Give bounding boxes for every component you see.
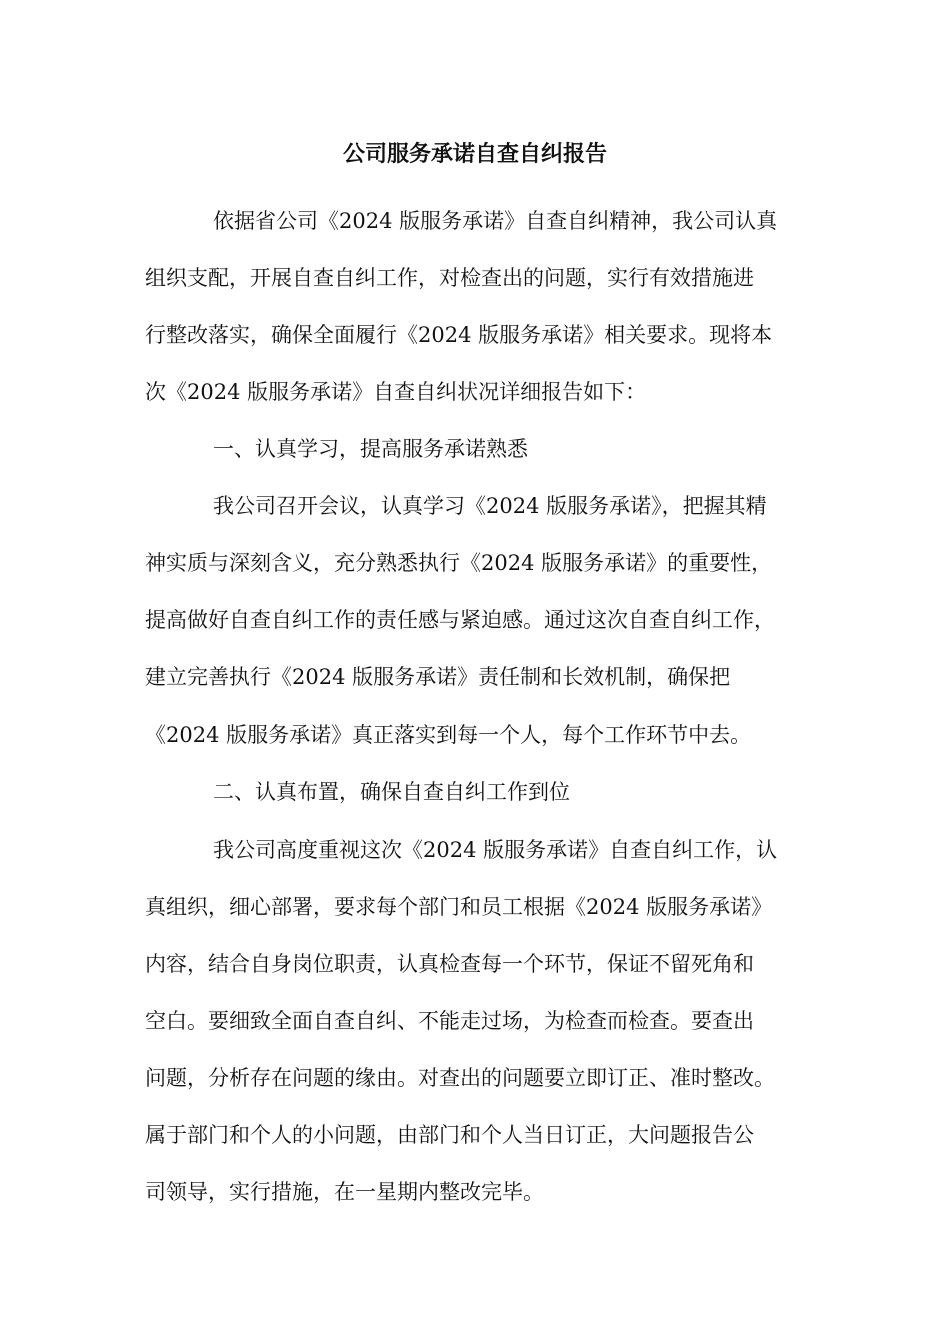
- paragraph-line: 神实质与深刻含义，充分熟悉执行《2024 版服务承诺》的重要性，: [145, 551, 773, 575]
- paragraph-line: 建立完善执行《2024 版服务承诺》责任制和长效机制，确保把: [145, 665, 731, 689]
- paragraph-line: 空白。要细致全面自查自纠、不能走过场，为检查而检查。要查出: [145, 1009, 754, 1033]
- paragraph-line: 组织支配，开展自查自纠工作，对检查出的问题，实行有效措施进: [145, 266, 754, 290]
- paragraph-line: 真组织，细心部署，要求每个部门和员工根据《2024 版服务承诺》: [145, 895, 773, 919]
- paragraph-line: 内容，结合自身岗位职责，认真检查每一个环节，保证不留死角和: [145, 952, 754, 976]
- paragraph-line: 司领导，实行措施，在一星期内整改完毕。: [145, 1180, 544, 1204]
- paragraph-line: 提高做好自查自纠工作的责任感与紧迫感。通过这次自查自纠工作，: [145, 608, 775, 632]
- section-heading: 一、认真学习，提高服务承诺熟悉: [213, 437, 528, 461]
- paragraph-line: 我公司召开会议，认真学习《2024 版服务承诺》，把握其精: [213, 494, 767, 518]
- paragraph-line: 属于部门和个人的小问题，由部门和个人当日订正，大问题报告公: [145, 1123, 754, 1147]
- paragraph-line: 问题，分析存在问题的缘由。对查出的问题要立即订正、准时整改。: [145, 1066, 775, 1090]
- paragraph-line: 《2024 版服务承诺》真正落实到每一个人，每个工作环节中去。: [145, 723, 752, 747]
- section-heading: 二、认真布置，确保自查自纠工作到位: [213, 780, 570, 804]
- paragraph-line: 行整改落实，确保全面履行《2024 版服务承诺》相关要求。现将本: [145, 323, 773, 347]
- paragraph-line: 我公司高度重视这次《2024 版服务承诺》自查自纠工作，认: [213, 838, 778, 862]
- document-title: 公司服务承诺自查自纠报告: [342, 141, 607, 167]
- paragraph-line: 依据省公司《2024 版服务承诺》自查自纠精神，我公司认真: [213, 209, 778, 233]
- paragraph-line: 次《2024 版服务承诺》自查自纠状况详细报告如下：: [145, 380, 647, 404]
